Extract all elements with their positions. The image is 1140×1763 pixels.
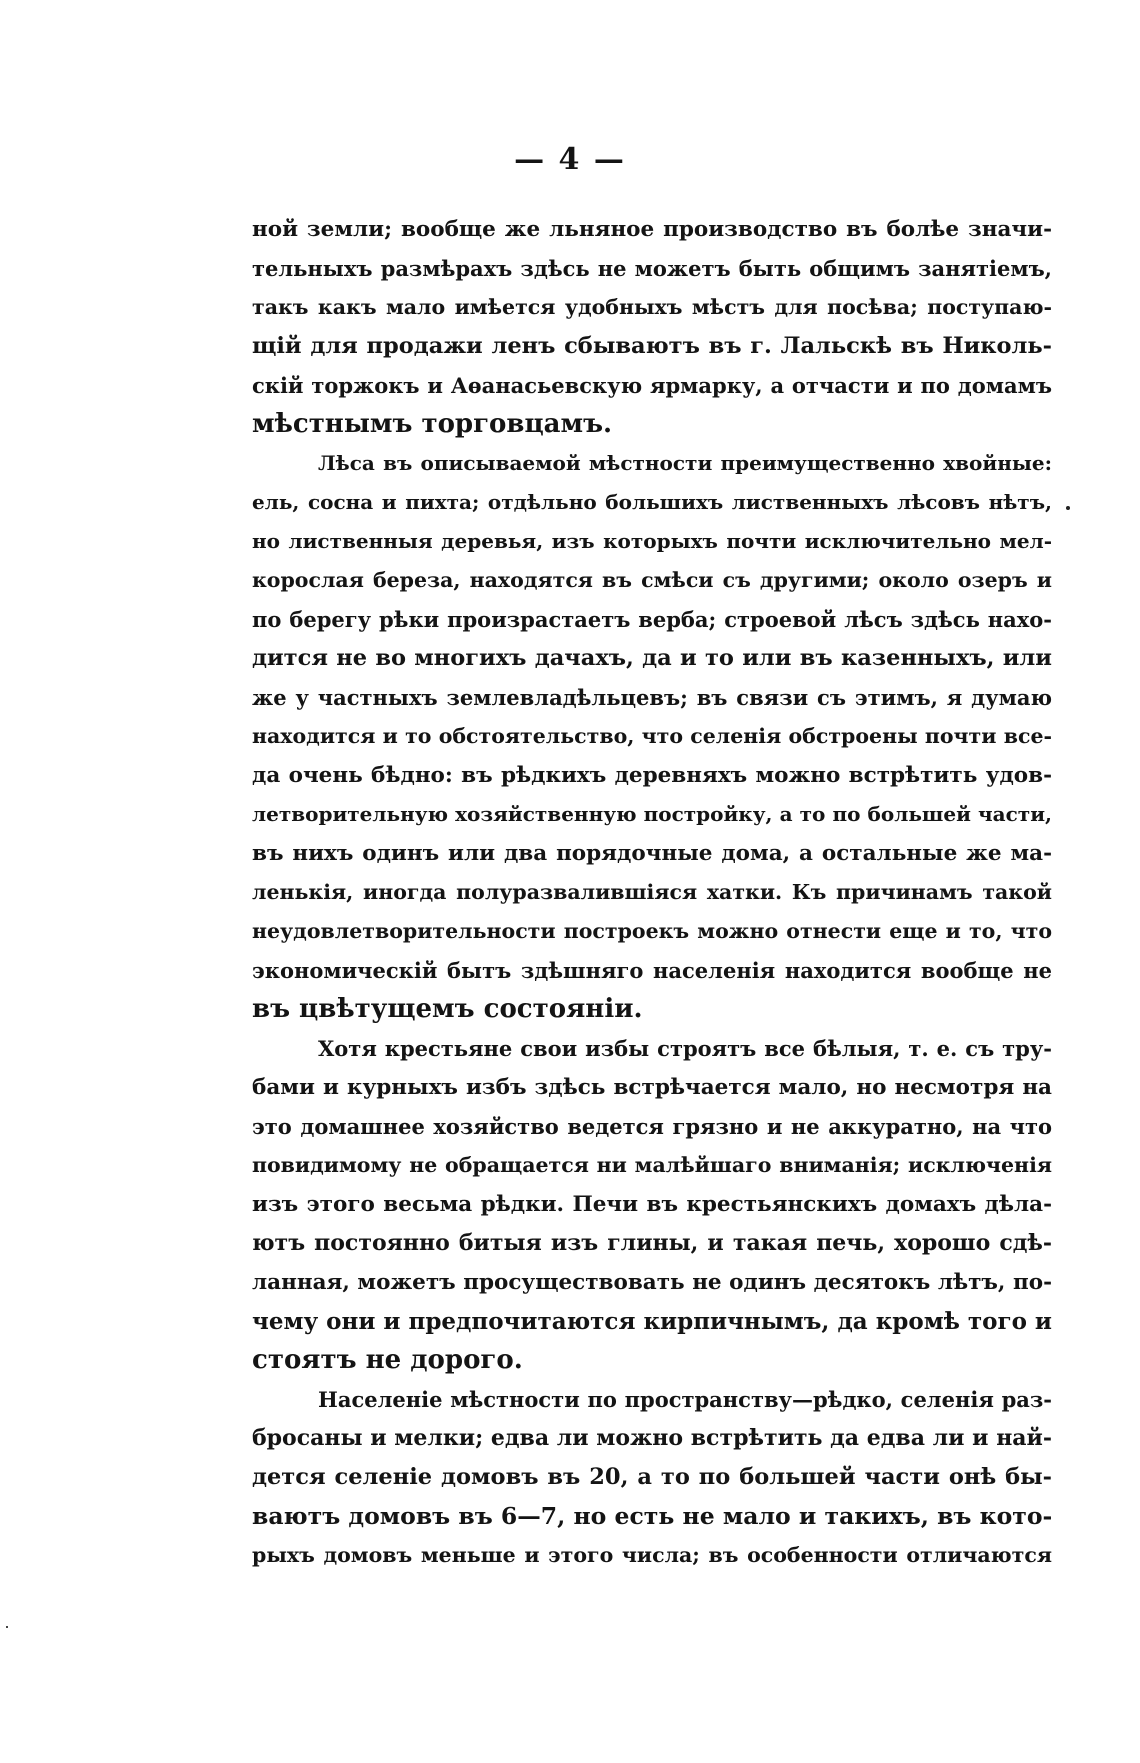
text-line: чему они и предпочитаются кирпичнымъ, да кромѣ того и xyxy=(252,1308,1052,1335)
text-line: повидимому не обращается ни малѣйшаго вниманія; исключенія xyxy=(252,1153,1052,1177)
paragraph-3 xyxy=(252,1029,1052,1380)
text-line: Лѣса въ описываемой мѣстности преимущественно хвойные: xyxy=(318,451,1052,475)
text-line: Населеніе мѣстности по пространству—рѣдко, селенія раз- xyxy=(318,1387,1052,1412)
paragraph-4 xyxy=(252,1380,1052,1575)
text-line: но лиственныя деревья, изъ которыхъ почти исключительно мел- xyxy=(252,529,1052,553)
text-line: же у частныхъ землевладѣльцевъ; въ связи съ этимъ, я думаю xyxy=(252,685,1052,710)
text-line: дется селеніе домовъ въ 20, а то по большей части онѣ бы- xyxy=(252,1464,1052,1490)
paragraph-1 xyxy=(252,210,1052,444)
scan-mark xyxy=(6,1626,8,1628)
text-line: такъ какъ мало имѣется удобныхъ мѣстъ для посѣва; поступаю- xyxy=(252,295,1052,319)
text-line: щій для продажи ленъ сбываютъ въ г. Лальскѣ въ Николь- xyxy=(252,333,1052,359)
text-line: въ нихъ одинъ или два порядочные дома, а остальные же ма- xyxy=(252,841,1052,866)
text-line: бами и курныхъ избъ здѣсь встрѣчается мало, но несмотря на xyxy=(252,1075,1052,1100)
paragraph-2 xyxy=(252,444,1052,1029)
ink-speck xyxy=(1066,506,1070,510)
text-line: ель, сосна и пихта; отдѣльно большихъ лиственныхъ лѣсовъ нѣтъ, xyxy=(252,490,1052,514)
text-line: по берегу рѣки произрастаетъ верба; строевой лѣсъ здѣсь нахо- xyxy=(252,607,1052,632)
text-line: изъ этого весьма рѣдки. Печи въ крестьянскихъ домахъ дѣла- xyxy=(252,1192,1052,1217)
text-line: въ цвѣтущемъ состояніи. xyxy=(252,994,643,1024)
text-line: ланная, можетъ просуществовать не одинъ десятокъ лѣтъ, по- xyxy=(252,1270,1052,1295)
page-number: — 4 — xyxy=(514,142,626,177)
text-line: находится и то обстоятельство, что селенія обстроены почти все- xyxy=(252,724,1052,748)
text-line: Хотя крестьяне свои избы строятъ все бѣлыя, т. е. съ тру- xyxy=(318,1036,1052,1061)
text-line: тельныхъ размѣрахъ здѣсь не можетъ быть общимъ занятіемъ, xyxy=(252,256,1052,281)
text-line: ной земли; вообще же льняное производство въ болѣе значи- xyxy=(252,217,1052,242)
text-line: экономическій бытъ здѣшняго населенія находится вообще не xyxy=(252,958,1052,983)
body-text xyxy=(252,210,1052,1575)
text-line: ваютъ домовъ въ 6—7, но есть не мало и такихъ, въ кото- xyxy=(252,1502,1052,1530)
text-line: летворительную хозяйственную постройку, а то по большей части, xyxy=(252,802,1052,826)
text-line: мѣстнымъ торговцамъ. xyxy=(252,409,613,439)
text-line: да очень бѣдно: въ рѣдкихъ деревняхъ можно встрѣтить удов- xyxy=(252,763,1052,788)
text-line: рыхъ домовъ меньше и этого числа; въ особенности отличаются xyxy=(252,1543,1052,1567)
text-line: стоятъ не дорого. xyxy=(252,1345,523,1375)
text-line: корослая береза, находятся въ смѣси съ другими; около озеръ и xyxy=(252,568,1052,592)
text-line: дится не во многихъ дачахъ, да и то или въ казенныхъ, или xyxy=(252,645,1052,671)
text-line: неудовлетворительности построекъ можно отнести еще и то, что xyxy=(252,919,1052,943)
text-line: это домашнее хозяйство ведется грязно и не аккуратно, на что xyxy=(252,1114,1052,1139)
text-line: ютъ постоянно битыя изъ глины, и такая печь, хорошо сдѣ- xyxy=(252,1230,1052,1256)
text-line: скій торжокъ и Аѳанасьевскую ярмарку, а отчасти и по домамъ xyxy=(252,373,1052,398)
text-line: ленькія, иногда полуразвалившіяся хатки. Къ причинамъ такой xyxy=(252,880,1052,904)
text-line: бросаны и мелки; едва ли можно встрѣтить да едва ли и най- xyxy=(252,1425,1052,1451)
